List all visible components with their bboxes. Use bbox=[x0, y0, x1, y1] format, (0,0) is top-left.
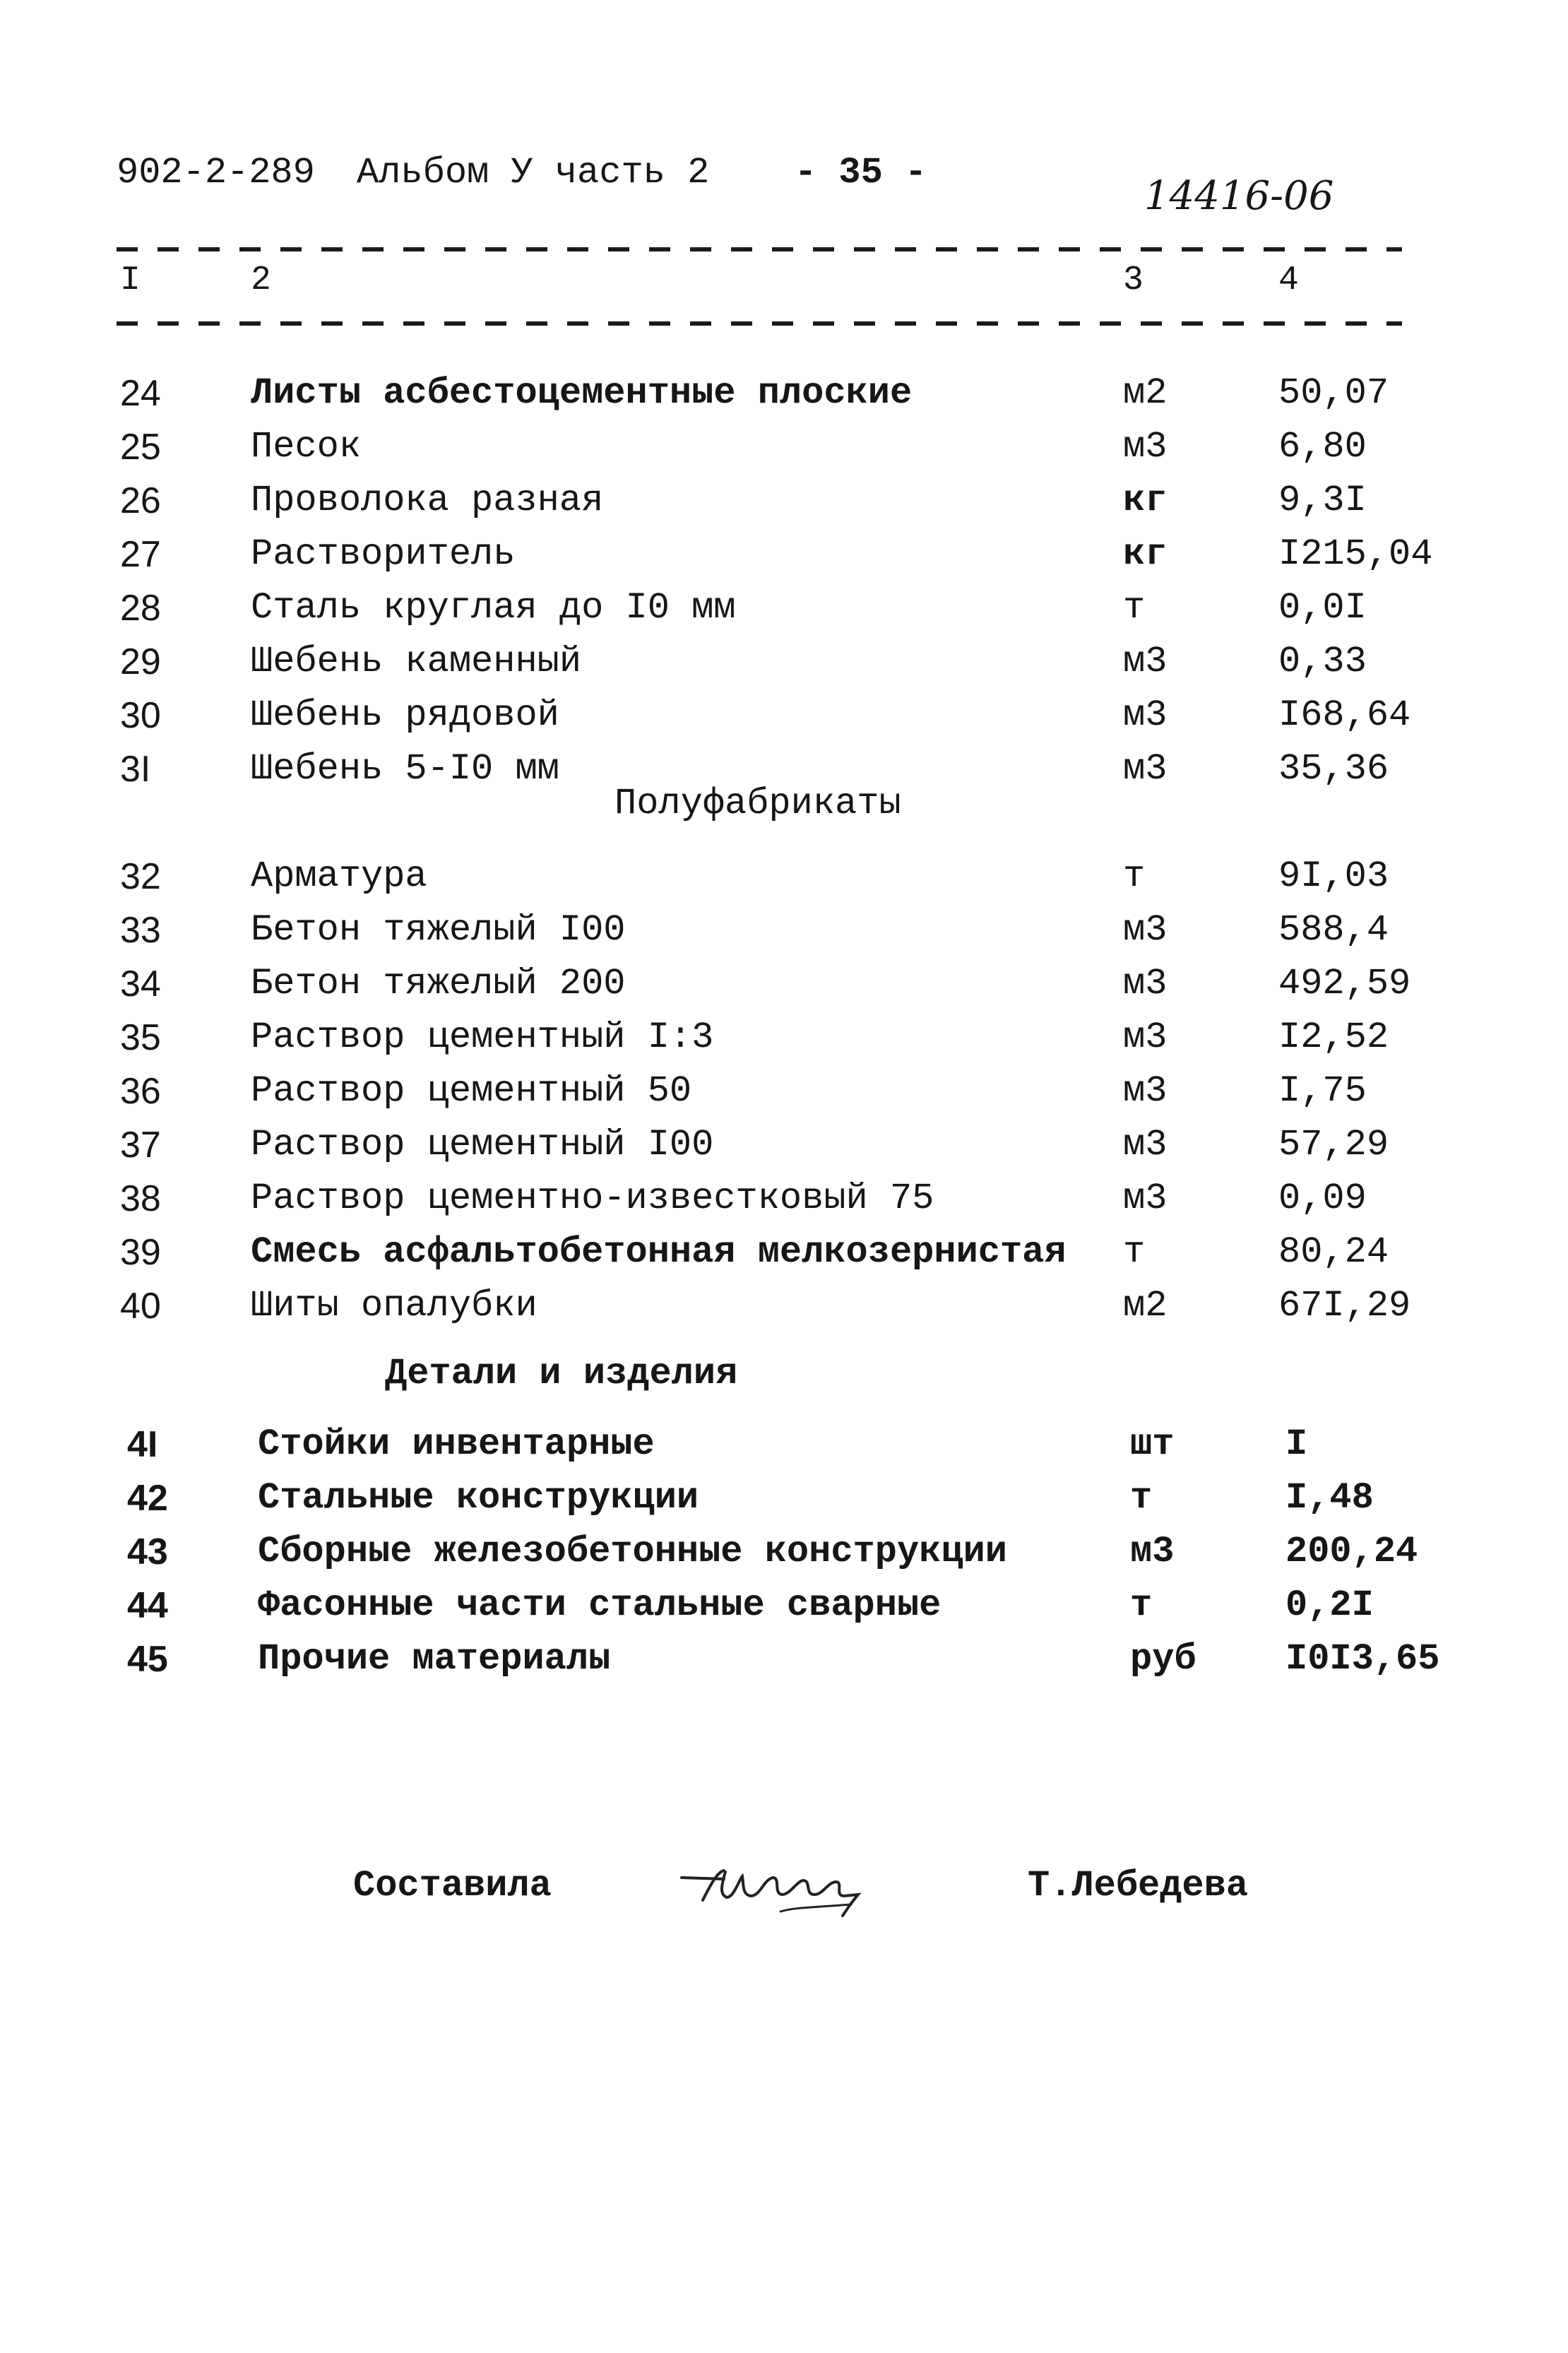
column-header-1: I bbox=[120, 261, 141, 300]
row-quantity: I bbox=[1285, 1423, 1308, 1465]
row-number: 28 bbox=[120, 588, 161, 629]
row-quantity: I2,52 bbox=[1278, 1017, 1389, 1058]
row-number: 38 bbox=[120, 1178, 161, 1219]
table-row bbox=[0, 372, 1568, 426]
row-name: Проволока разная bbox=[251, 480, 604, 521]
row-quantity: 200,24 bbox=[1285, 1531, 1418, 1572]
row-unit: м3 bbox=[1123, 909, 1168, 951]
row-number: 29 bbox=[120, 641, 161, 682]
row-unit: м3 bbox=[1123, 1124, 1168, 1166]
document-code: 902-2-289 bbox=[117, 152, 315, 194]
row-name: Растворитель bbox=[251, 533, 516, 575]
row-unit: т bbox=[1123, 1231, 1146, 1273]
row-number: 44 bbox=[127, 1585, 168, 1626]
table-row bbox=[0, 1124, 1568, 1178]
table-row bbox=[0, 1231, 1568, 1285]
compiled-by-label: Составила bbox=[353, 1865, 552, 1907]
table-row bbox=[0, 694, 1568, 748]
table-row bbox=[0, 480, 1568, 533]
signature bbox=[675, 1851, 886, 1928]
row-number: 40 bbox=[120, 1286, 161, 1327]
row-quantity: 588,4 bbox=[1278, 909, 1389, 951]
row-quantity: 492,59 bbox=[1278, 963, 1411, 1004]
row-quantity: 80,24 bbox=[1278, 1231, 1389, 1273]
table-row bbox=[0, 641, 1568, 694]
row-unit: м3 bbox=[1130, 1531, 1175, 1572]
album-label: Альбом У часть 2 bbox=[357, 152, 710, 194]
row-unit: кг bbox=[1123, 533, 1168, 575]
row-unit: м3 bbox=[1123, 426, 1168, 468]
row-name: Листы асбестоцементные плоские bbox=[251, 372, 913, 414]
row-name: Шиты опалубки bbox=[251, 1285, 537, 1327]
row-number: 3I bbox=[120, 749, 151, 790]
handwritten-code: 14416-06 bbox=[1144, 173, 1334, 219]
row-name: Бетон тяжелый I00 bbox=[251, 909, 626, 951]
row-quantity: I,75 bbox=[1278, 1070, 1367, 1112]
table-row bbox=[0, 1531, 1568, 1584]
section-title-parts: Детали и изделия bbox=[385, 1353, 738, 1394]
row-unit: т bbox=[1123, 855, 1146, 897]
row-name: Раствор цементный I:3 bbox=[251, 1017, 714, 1058]
row-unit: шт bbox=[1130, 1423, 1175, 1465]
row-number: 35 bbox=[120, 1017, 161, 1058]
row-quantity: I215,04 bbox=[1278, 533, 1433, 575]
row-unit: м2 bbox=[1123, 1285, 1168, 1327]
table-row bbox=[0, 1070, 1568, 1124]
row-unit: руб bbox=[1130, 1638, 1196, 1680]
row-quantity: 35,36 bbox=[1278, 748, 1389, 790]
row-quantity: I0I3,65 bbox=[1285, 1638, 1440, 1680]
row-number: 27 bbox=[120, 534, 161, 575]
row-unit: м2 bbox=[1123, 372, 1168, 414]
row-name: Смесь асфальтобетонная мелкозернистая bbox=[251, 1231, 1067, 1273]
row-quantity: I68,64 bbox=[1278, 694, 1411, 736]
row-quantity: 9I,03 bbox=[1278, 855, 1389, 897]
page-number: - 35 - bbox=[795, 152, 927, 194]
row-name: Раствор цементный 50 bbox=[251, 1070, 692, 1112]
row-number: 34 bbox=[120, 964, 161, 1004]
row-number: 32 bbox=[120, 856, 161, 897]
row-name: Фасонные части стальные сварные bbox=[258, 1584, 942, 1626]
row-number: 4I bbox=[127, 1424, 158, 1465]
row-number: 25 bbox=[120, 427, 161, 468]
row-name: Арматура bbox=[251, 855, 427, 897]
table-row bbox=[0, 1477, 1568, 1531]
row-name: Стальные конструкции bbox=[258, 1477, 699, 1519]
row-unit: м3 bbox=[1123, 1070, 1168, 1112]
row-name: Сталь круглая до I0 мм bbox=[251, 587, 736, 629]
row-name: Песок bbox=[251, 426, 362, 468]
row-unit: м3 bbox=[1123, 641, 1168, 682]
table-row bbox=[0, 855, 1568, 909]
row-number: 42 bbox=[127, 1478, 168, 1519]
compiler-name: Т.Лебедева bbox=[1028, 1865, 1249, 1907]
row-name: Прочие материалы bbox=[258, 1638, 611, 1680]
table-row bbox=[0, 1638, 1568, 1692]
table-row bbox=[0, 587, 1568, 641]
row-unit: м3 bbox=[1123, 748, 1168, 790]
row-number: 36 bbox=[120, 1071, 161, 1112]
column-header-3: 3 bbox=[1123, 261, 1144, 300]
table-row bbox=[0, 1285, 1568, 1339]
row-quantity: 0,0I bbox=[1278, 587, 1367, 629]
row-number: 45 bbox=[127, 1639, 168, 1680]
row-unit: кг bbox=[1123, 480, 1168, 521]
row-name: Шебень 5-I0 мм bbox=[251, 748, 559, 790]
row-unit: т bbox=[1130, 1584, 1153, 1626]
row-name: Раствор цементно-известковый 75 bbox=[251, 1178, 934, 1219]
row-quantity: I,48 bbox=[1285, 1477, 1374, 1519]
row-quantity: 0,09 bbox=[1278, 1178, 1367, 1219]
row-number: 33 bbox=[120, 910, 161, 951]
row-quantity: 50,07 bbox=[1278, 372, 1389, 414]
column-header-2: 2 bbox=[251, 261, 271, 300]
table-row bbox=[0, 963, 1568, 1017]
row-name: Раствор цементный I00 bbox=[251, 1124, 714, 1166]
row-unit: м3 bbox=[1123, 1017, 1168, 1058]
table-row bbox=[0, 1423, 1568, 1477]
row-unit: т bbox=[1123, 587, 1146, 629]
row-name: Стойки инвентарные bbox=[258, 1423, 655, 1465]
table-row bbox=[0, 1178, 1568, 1231]
header-rule-top bbox=[117, 247, 1402, 251]
row-quantity: 0,2I bbox=[1285, 1584, 1374, 1626]
row-name: Сборные железобетонные конструкции bbox=[258, 1531, 1007, 1572]
row-number: 43 bbox=[127, 1531, 168, 1572]
row-quantity: 67I,29 bbox=[1278, 1285, 1411, 1327]
section-title-semifinished: Полуфабрикаты bbox=[614, 783, 901, 824]
row-unit: м3 bbox=[1123, 1178, 1168, 1219]
row-unit: м3 bbox=[1123, 963, 1168, 1004]
row-quantity: 0,33 bbox=[1278, 641, 1367, 682]
row-quantity: 57,29 bbox=[1278, 1124, 1389, 1166]
column-header-4: 4 bbox=[1278, 261, 1299, 300]
row-unit: м3 bbox=[1123, 694, 1168, 736]
table-row bbox=[0, 1017, 1568, 1070]
row-quantity: 9,3I bbox=[1278, 480, 1367, 521]
table-row bbox=[0, 533, 1568, 587]
row-number: 24 bbox=[120, 373, 161, 414]
header-rule-bottom bbox=[117, 321, 1402, 326]
table-row bbox=[0, 426, 1568, 480]
row-name: Шебень рядовой bbox=[251, 694, 559, 736]
row-number: 39 bbox=[120, 1232, 161, 1273]
row-number: 37 bbox=[120, 1125, 161, 1166]
row-number: 30 bbox=[120, 695, 161, 736]
row-name: Бетон тяжелый 200 bbox=[251, 963, 626, 1004]
row-number: 26 bbox=[120, 480, 161, 521]
table-row bbox=[0, 1584, 1568, 1638]
row-quantity: 6,80 bbox=[1278, 426, 1367, 468]
row-name: Шебень каменный bbox=[251, 641, 582, 682]
row-unit: т bbox=[1130, 1477, 1153, 1519]
table-row bbox=[0, 909, 1568, 963]
